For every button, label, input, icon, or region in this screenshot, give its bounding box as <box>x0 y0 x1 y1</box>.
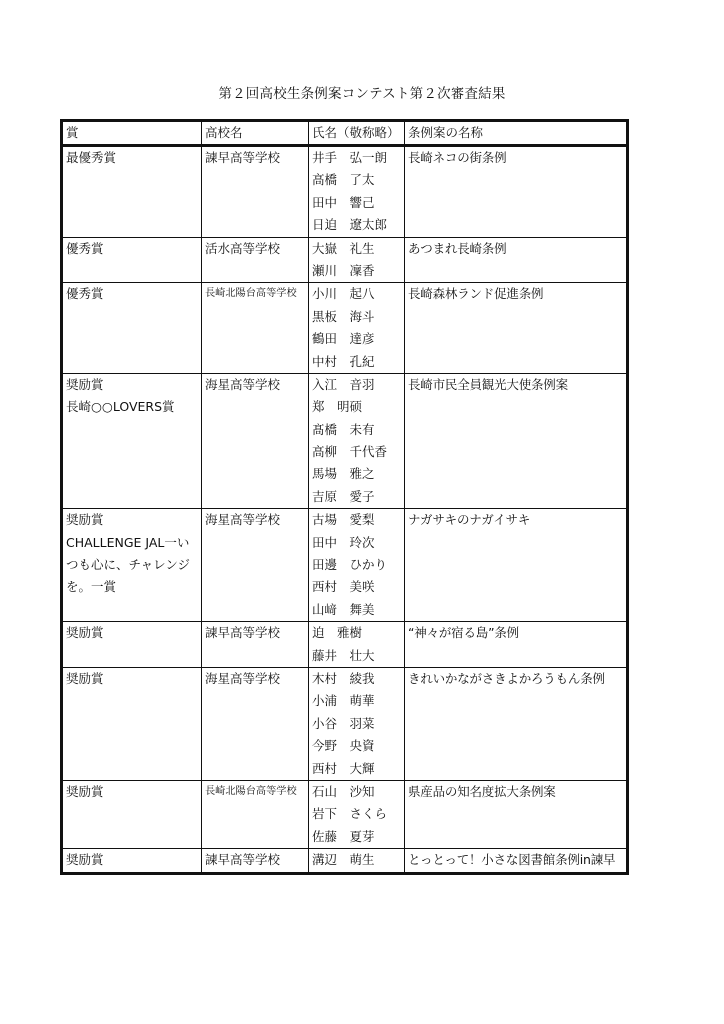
school-cell: 海星高等学校 <box>202 373 309 508</box>
school-cell: 諫早高等学校 <box>202 146 309 238</box>
table-row <box>62 283 628 374</box>
student-name: 古場 愛梨 <box>312 512 375 528</box>
award-name: 長崎○○LOVERS賞 <box>66 399 175 415</box>
column-header-ordinance: 条例案の名称 <box>405 121 628 146</box>
student-name: 高橋 了太 <box>312 172 375 188</box>
award-name: 最優秀賞 <box>66 150 117 165</box>
student-name: 郑 明硕 <box>312 399 363 415</box>
names-cell <box>309 146 405 238</box>
names-cell <box>309 667 405 780</box>
student-name: 迫 雅樹 <box>312 625 363 641</box>
student-name: 瀬川 凜香 <box>312 262 375 278</box>
award-cell <box>62 237 202 283</box>
table-row <box>62 780 628 848</box>
student-name: 日迫 遼太郎 <box>312 217 388 233</box>
award-name: CHALLENGE JAL一いつも心に、チャレンジを。一賞 <box>66 534 191 595</box>
column-header-award: 賞 <box>62 121 202 146</box>
student-name: 小谷 羽菜 <box>312 715 375 731</box>
award-cell <box>62 622 202 668</box>
names-cell <box>309 509 405 622</box>
award-cell <box>62 146 202 238</box>
ordinance-cell: あつまれ長崎条例 <box>405 237 628 283</box>
school-cell: 諫早高等学校 <box>202 622 309 668</box>
names-cell <box>309 780 405 848</box>
student-name: 高柳 千代香 <box>312 444 388 460</box>
table-row <box>62 237 628 283</box>
table-row <box>62 146 628 238</box>
school-cell: 海星高等学校 <box>202 509 309 622</box>
results-table <box>60 119 629 875</box>
student-name: 小川 起八 <box>312 286 375 302</box>
ordinance-cell: 長崎森林ランド促進条例 <box>405 283 628 374</box>
award-cell <box>62 780 202 848</box>
names-cell <box>309 849 405 873</box>
table-row <box>62 509 628 622</box>
student-name: 鶴田 達彦 <box>312 331 375 347</box>
ordinance-cell: きれいかながさきよかろうもん条例 <box>405 667 628 780</box>
student-name: 小浦 萌華 <box>312 693 375 709</box>
ordinance-cell: とっとって！小さな図書館条例in諫早 <box>405 849 628 873</box>
student-name: 今野 央資 <box>312 738 375 754</box>
award-name: 奨励賞 <box>66 670 104 686</box>
award-cell <box>62 667 202 780</box>
award-cell <box>62 849 202 873</box>
student-name: 中村 孔紀 <box>312 353 375 369</box>
names-cell <box>309 237 405 283</box>
student-name: 入江 音羽 <box>312 376 375 392</box>
student-name: 西村 大輝 <box>312 760 375 776</box>
page-title: 第２回高校生条例案コンテスト第２次審査結果 <box>218 86 506 102</box>
award-name: 奨励賞 <box>66 783 104 799</box>
student-name: 藤井 壮大 <box>312 647 375 663</box>
table-row <box>62 622 628 668</box>
award-name: 優秀賞 <box>66 286 104 302</box>
student-name: 田中 響己 <box>312 194 375 210</box>
student-name: 木村 綾我 <box>312 670 375 686</box>
column-header-names: 氏名（敬称略） <box>309 121 405 146</box>
table-header <box>62 121 628 146</box>
student-name: 岩下 さくら <box>312 806 388 822</box>
student-name: 佐藤 夏芽 <box>312 828 375 844</box>
student-name: 黒板 海斗 <box>312 308 375 324</box>
award-name: 奨励賞 <box>66 512 104 528</box>
student-name: 西村 美咲 <box>312 579 375 595</box>
student-name: 田中 玲次 <box>312 534 375 550</box>
award-name: 奨励賞 <box>66 852 104 868</box>
student-name: 田邊 ひかり <box>312 557 388 573</box>
student-name: 髙橋 未有 <box>312 421 375 437</box>
student-name: 溝辺 萌生 <box>312 852 375 868</box>
school-cell: 長崎北陽台高等学校 <box>202 283 309 374</box>
student-name: 大嶽 礼生 <box>312 240 375 256</box>
student-name: 井手 弘一朗 <box>312 150 388 165</box>
school-cell: 諫早高等学校 <box>202 849 309 873</box>
award-name: 優秀賞 <box>66 240 104 256</box>
award-name: 奨励賞 <box>66 625 104 641</box>
school-cell: 長崎北陽台高等学校 <box>202 780 309 848</box>
ordinance-cell: “神々が宿る島”条例 <box>405 622 628 668</box>
table-row <box>62 373 628 508</box>
student-name: 吉原 愛子 <box>312 488 375 504</box>
award-cell <box>62 373 202 508</box>
table-row <box>62 667 628 780</box>
ordinance-cell: 県産品の知名度拡大条例案 <box>405 780 628 848</box>
table-row <box>62 849 628 873</box>
student-name: 馬場 雅之 <box>312 466 375 482</box>
names-cell <box>309 622 405 668</box>
ordinance-cell: 長崎市民全員観光大使条例案 <box>405 373 628 508</box>
student-name: 山﨑 舞美 <box>312 601 375 617</box>
ordinance-cell: ナガサキのナガイサキ <box>405 509 628 622</box>
school-cell: 活水高等学校 <box>202 237 309 283</box>
ordinance-cell: 長崎ネコの街条例 <box>405 146 628 238</box>
award-cell <box>62 283 202 374</box>
award-name: 奨励賞 <box>66 376 104 392</box>
award-cell <box>62 509 202 622</box>
names-cell <box>309 373 405 508</box>
column-header-school: 高校名 <box>202 121 309 146</box>
school-cell: 海星高等学校 <box>202 667 309 780</box>
student-name: 石山 沙知 <box>312 783 375 799</box>
table-body <box>62 146 628 874</box>
header-row <box>62 121 628 146</box>
names-cell <box>309 283 405 374</box>
